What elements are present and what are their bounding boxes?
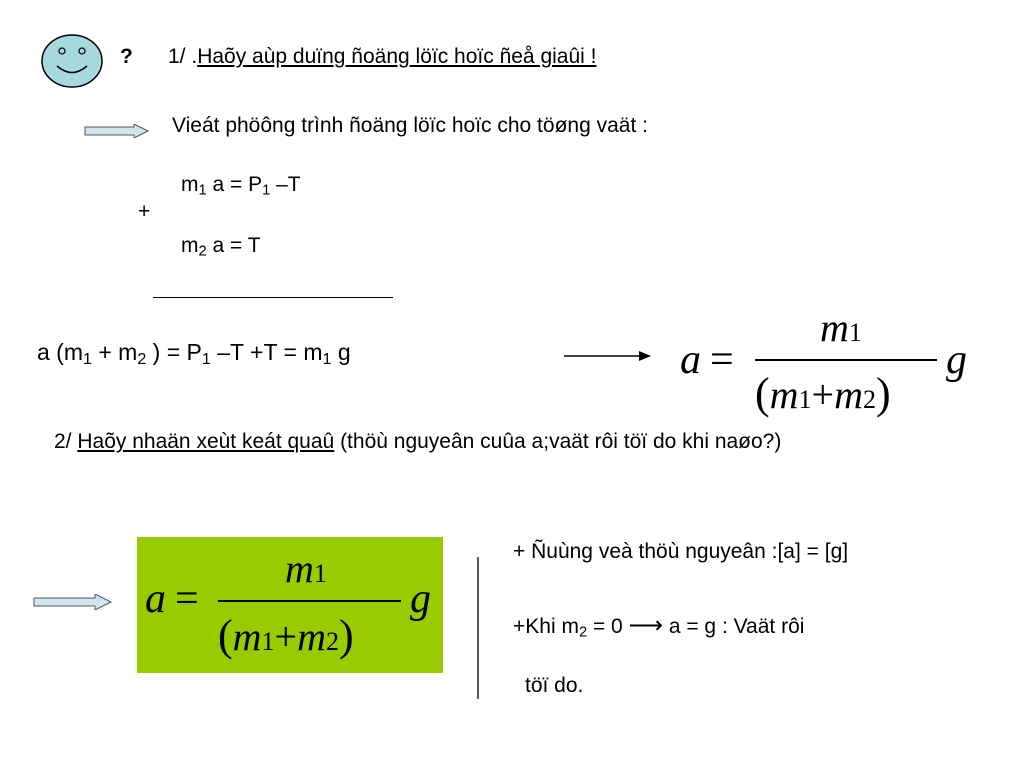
right-arrow-icon [33,594,113,610]
right-arrow-icon [84,124,150,138]
plus-sign: + [138,200,151,223]
sum-sub: 2 [137,350,147,369]
boxed-formula-denominator [218,610,354,661]
header-title: Haõy aùp duïng ñoäng löïc hoïc ñeå giaûi ! [197,45,597,68]
eq1-part: –T [270,173,301,196]
note-free-fall-cont: töï do. [525,674,584,697]
equation-2 [181,234,261,260]
boxed-formula-lhs: a [145,576,166,622]
note-units: + Ñuùng veà thöù nguyeân :[a] = [g] [513,540,849,563]
part2-number: 2/ [54,430,78,453]
boxed-formula-rhs: g [410,576,431,622]
eq1-part: m [181,173,199,196]
note-part: +Khi m [513,615,579,638]
formula-numerator [820,304,862,351]
num-m: m [285,546,314,591]
vertical-separator [477,557,479,699]
part2-rest: (thöù nguyeân cuûa a;vaät rôi töï do khi naøo?) [334,430,782,453]
den-plus: + [274,614,298,659]
den-plus: + [811,372,835,417]
sum-part: –T +T = m [210,339,323,365]
den-paren: ) [339,611,354,660]
equation-1 [181,173,301,199]
den-sub: 2 [863,385,876,414]
part2-title: Haõy nhaän xeùt keát quaû [77,430,335,453]
note-part: = 0 [587,615,629,638]
den-paren: ( [218,611,233,660]
smiley-face-icon [40,33,104,89]
eq1-sub: 1 [198,182,207,199]
formula-rhs: g [946,337,967,383]
eq2-sub: 2 [198,243,207,260]
den-m: m [769,372,799,417]
den-sub: 1 [798,385,812,414]
num-sub: 1 [313,559,327,588]
boxed-fraction-bar [218,600,401,602]
note-free-fall [513,611,804,641]
sum-sub: 1 [201,350,211,369]
header-number-text: 1/ . [168,45,198,68]
den-m: m [297,614,326,659]
num-sub: 1 [848,318,862,347]
eq1-sub: 1 [262,182,271,199]
part2-line [54,430,781,454]
sum-part: + m [91,339,138,365]
den-paren: ) [876,369,891,418]
note-part: a = g : Vaät rôi [662,615,805,638]
instruction-text: Vieát phöông trình ñoäng löïc hoïc cho töøng vaät : [172,114,648,137]
note-sub: 2 [578,624,588,641]
formula-lhs: a [680,337,701,383]
num-m: m [820,305,849,350]
sum-part: a (m [37,339,83,365]
header-number [168,45,597,69]
den-m: m [232,614,262,659]
formula-denominator [755,368,891,419]
sum-sub: 1 [322,350,332,369]
den-sub: 2 [326,627,339,656]
den-m: m [834,372,863,417]
sum-equation [37,339,351,369]
boxed-formula-equals: = [175,576,199,622]
sum-divider-line [153,297,393,298]
sum-part: ) = P [146,339,202,365]
fraction-bar [755,359,937,361]
question-mark: ? [120,45,133,68]
formula-equals: = [710,337,734,383]
eq2-part: m [181,234,199,257]
sum-part: g [331,339,351,365]
den-paren: ( [755,369,770,418]
boxed-formula-numerator [285,545,327,592]
eq1-part: a = P [206,173,263,196]
eq2-part: a = T [206,234,261,257]
long-arrow-icon: ⟶ [628,612,663,639]
sum-sub: 1 [83,350,92,369]
thin-arrow-icon [563,349,653,363]
den-sub: 1 [261,627,275,656]
